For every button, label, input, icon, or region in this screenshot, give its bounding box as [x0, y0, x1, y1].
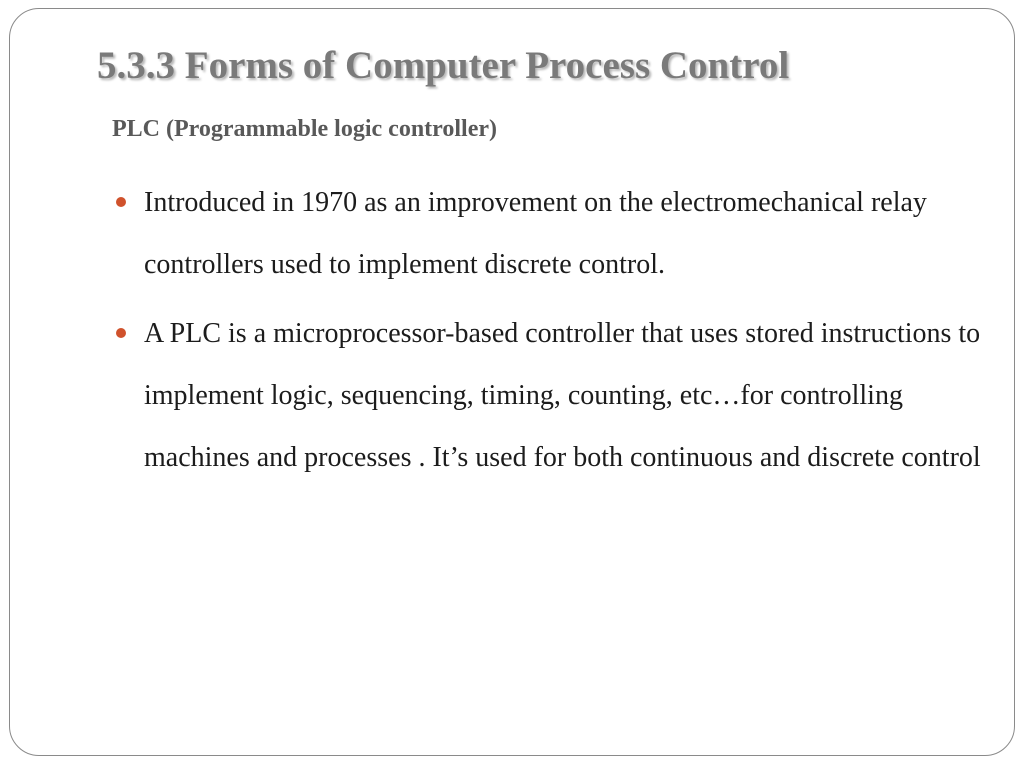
bullet-dot-icon [116, 197, 126, 207]
slide-subtitle: PLC (Programmable logic controller) [112, 116, 498, 142]
bullet-dot-icon [116, 328, 126, 338]
bullet-text: A PLC is a microprocessor-based controller that uses stored instructions to implement logic, sequencing, timing, counting, etc…for controlling machines and processes . It’s used for both continuous and discrete control [144, 318, 981, 473]
bullet-item [114, 172, 994, 296]
slide-title: 5.3.3 Forms of Computer Process Control [97, 44, 790, 87]
bullet-list [114, 172, 994, 496]
bullet-item [114, 303, 994, 489]
bullet-text: Introduced in 1970 as an improvement on the electromechanical relay controllers used to implement discrete control. [144, 187, 927, 280]
